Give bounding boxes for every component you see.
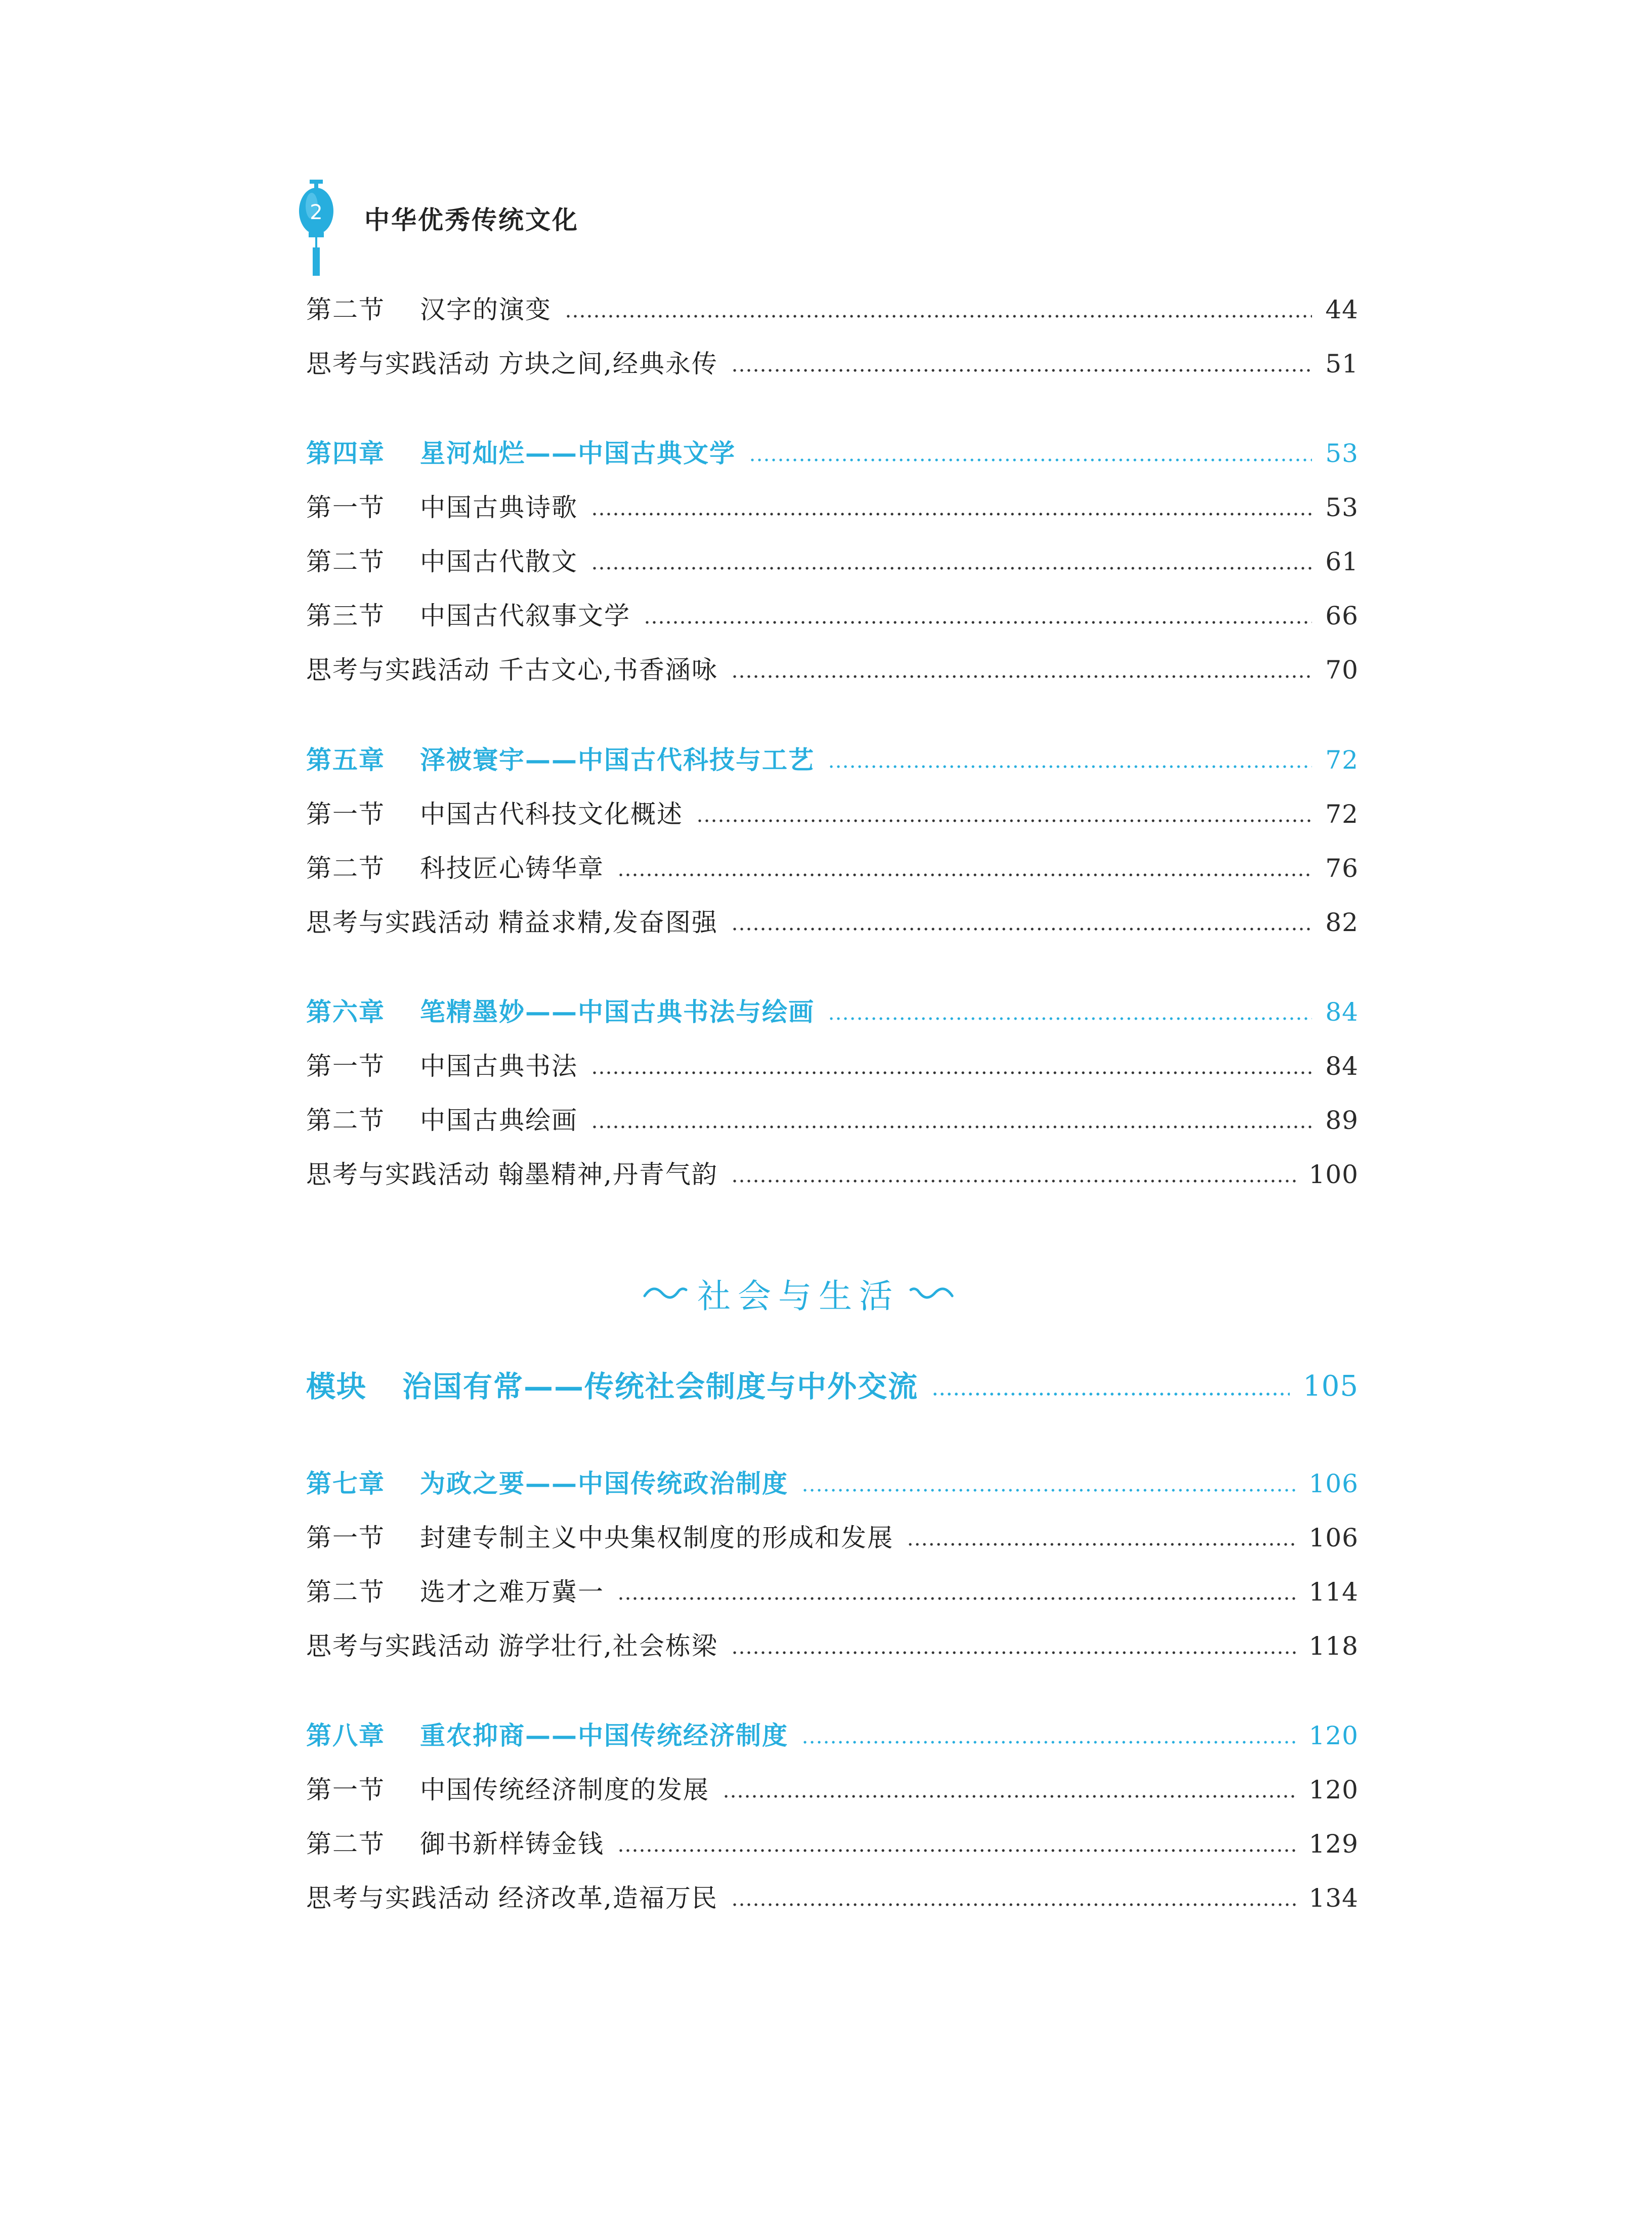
dot-leader <box>617 873 1312 876</box>
entry-title: 中国古典诗歌 <box>420 493 578 522</box>
toc-entry[interactable] <box>306 545 1359 578</box>
entry-page: 89 <box>1325 1106 1359 1135</box>
entry-label: 第二节 <box>306 547 385 576</box>
chapter-label: 第六章 <box>306 997 385 1027</box>
entry-page: 70 <box>1325 655 1359 685</box>
wave-ornament-icon <box>909 1283 954 1303</box>
entry-page: 66 <box>1325 601 1359 631</box>
entry-title: 中国古代叙事文学 <box>420 601 630 631</box>
dot-leader <box>731 1180 1296 1183</box>
entry-label: 思考与实践活动 <box>306 1883 490 1913</box>
entry-title: 封建专制主义中央集权制度的形成和发展 <box>420 1523 894 1552</box>
entry-title: 游学壮行,社会栋梁 <box>498 1631 718 1661</box>
entry-title: 中国古典绘画 <box>420 1106 578 1135</box>
entry-title: 方块之间,经典永传 <box>498 349 718 379</box>
entry-label: 第一节 <box>306 800 385 829</box>
dot-leader <box>565 315 1312 318</box>
entry-label: 第三节 <box>306 601 385 631</box>
book-title: 中华优秀传统文化 <box>364 205 579 235</box>
entry-page: 114 <box>1308 1577 1359 1607</box>
toc-entry[interactable] <box>306 1576 1359 1608</box>
entry-page: 100 <box>1308 1160 1359 1189</box>
section-heading-text: 社会与生活 <box>697 1276 900 1316</box>
entry-title: 中国古代科技文化概述 <box>420 800 683 829</box>
entry-label: 第二节 <box>306 295 385 324</box>
entry-label: 思考与实践活动 <box>306 1160 490 1189</box>
dot-leader <box>801 1741 1296 1744</box>
entry-page: 106 <box>1308 1523 1359 1552</box>
toc-entry[interactable] <box>306 906 1359 939</box>
entry-page: 120 <box>1308 1775 1359 1804</box>
entry-label: 第一节 <box>306 1052 385 1081</box>
toc-entry[interactable] <box>306 1104 1359 1137</box>
chapter-page: 53 <box>1325 439 1359 468</box>
entry-page: 61 <box>1325 547 1359 576</box>
toc-chapter-entry[interactable] <box>306 1719 1359 1752</box>
entry-title: 翰墨精神,丹青气韵 <box>498 1160 718 1189</box>
dot-leader <box>723 1795 1296 1798</box>
entry-title: 千古文心,书香涵咏 <box>498 655 718 685</box>
dot-leader <box>591 567 1312 570</box>
entry-label: 第一节 <box>306 493 385 522</box>
entry-title: 经济改革,造福万民 <box>498 1883 718 1913</box>
page-header <box>299 180 1007 281</box>
toc-chapter-entry[interactable] <box>306 1467 1359 1500</box>
entry-page: 72 <box>1325 800 1359 829</box>
toc-chapter-entry[interactable] <box>306 437 1359 470</box>
toc-entry[interactable] <box>306 1774 1359 1806</box>
toc-chapter-entry[interactable] <box>306 996 1359 1028</box>
toc-entry[interactable] <box>306 293 1359 326</box>
toc-entry[interactable] <box>306 852 1359 885</box>
dot-leader <box>801 1489 1296 1492</box>
dot-leader <box>731 1903 1296 1906</box>
chapter-title: 笔精墨妙——中国古典书法与绘画 <box>420 997 815 1027</box>
entry-label: 第二节 <box>306 1577 385 1607</box>
entry-page: 53 <box>1325 493 1359 522</box>
dot-leader <box>731 675 1312 678</box>
lantern-icon <box>299 180 334 281</box>
dot-leader <box>644 621 1312 624</box>
toc-module-entry[interactable] <box>306 1366 1359 1407</box>
entry-label: 思考与实践活动 <box>306 655 490 685</box>
chapter-page: 120 <box>1308 1721 1359 1750</box>
dot-leader <box>591 1071 1312 1074</box>
module-label: 模块 <box>306 1369 367 1404</box>
toc-chapter-entry[interactable] <box>306 744 1359 776</box>
toc-entry[interactable] <box>306 654 1359 686</box>
toc-entry[interactable] <box>306 1630 1359 1662</box>
chapter-page: 72 <box>1325 745 1359 775</box>
section-heading <box>643 1268 954 1318</box>
entry-label: 第二节 <box>306 1829 385 1859</box>
chapter-title: 为政之要——中国传统政治制度 <box>420 1469 788 1498</box>
dot-leader <box>731 369 1312 372</box>
entry-label: 思考与实践活动 <box>306 349 490 379</box>
toc-entry[interactable] <box>306 600 1359 632</box>
toc-entry[interactable] <box>306 1522 1359 1554</box>
entry-title: 汉字的演变 <box>420 295 552 324</box>
dot-leader <box>749 458 1312 461</box>
entry-title: 御书新样铸金钱 <box>420 1829 604 1859</box>
entry-page: 51 <box>1325 349 1359 379</box>
entry-label: 第二节 <box>306 854 385 883</box>
chapter-page: 84 <box>1325 997 1359 1027</box>
dot-leader <box>828 1017 1312 1020</box>
wave-ornament-icon <box>643 1283 688 1303</box>
dot-leader <box>731 1651 1296 1654</box>
chapter-page: 106 <box>1308 1469 1359 1498</box>
chapter-label: 第五章 <box>306 745 385 775</box>
toc-entry[interactable] <box>306 491 1359 524</box>
entry-label: 思考与实践活动 <box>306 908 490 937</box>
entry-title: 科技匠心铸华章 <box>420 854 604 883</box>
chapter-label: 第七章 <box>306 1469 385 1498</box>
entry-page: 134 <box>1308 1883 1359 1913</box>
entry-title: 选才之难万冀一 <box>420 1577 604 1607</box>
chapter-label: 第四章 <box>306 439 385 468</box>
entry-page: 44 <box>1325 295 1359 324</box>
chapter-title: 泽被寰宇——中国古代科技与工艺 <box>420 745 815 775</box>
dot-leader <box>731 928 1312 931</box>
dot-leader <box>591 1125 1312 1128</box>
module-title: 治国有常——传统社会制度与中外交流 <box>402 1369 919 1404</box>
chapter-title: 重农抑商——中国传统经济制度 <box>420 1721 788 1750</box>
toc-entry[interactable] <box>306 1158 1359 1191</box>
entry-page: 76 <box>1325 854 1359 883</box>
entry-label: 思考与实践活动 <box>306 1631 490 1661</box>
chapter-title: 星河灿烂——中国古典文学 <box>420 439 736 468</box>
entry-title: 中国古代散文 <box>420 547 578 576</box>
entry-page: 82 <box>1325 908 1359 937</box>
entry-page: 84 <box>1325 1052 1359 1081</box>
dot-leader <box>907 1543 1296 1546</box>
entry-label: 第二节 <box>306 1106 385 1135</box>
dot-leader <box>828 765 1312 768</box>
dot-leader <box>617 1597 1296 1600</box>
entry-page: 118 <box>1308 1631 1359 1661</box>
entry-page: 129 <box>1308 1829 1359 1859</box>
page-number: 2 <box>310 201 323 224</box>
toc-entry[interactable] <box>306 1882 1359 1914</box>
toc-entry[interactable] <box>306 1828 1359 1860</box>
dot-leader <box>696 819 1312 822</box>
toc-entry[interactable] <box>306 348 1359 380</box>
entry-title: 中国古典书法 <box>420 1052 578 1081</box>
module-page: 105 <box>1303 1370 1359 1403</box>
dot-leader <box>931 1393 1290 1396</box>
toc-entry[interactable] <box>306 1050 1359 1082</box>
dot-leader <box>591 513 1312 516</box>
entry-title: 精益求精,发奋图强 <box>498 908 718 937</box>
entry-label: 第一节 <box>306 1775 385 1804</box>
chapter-label: 第八章 <box>306 1721 385 1750</box>
dot-leader <box>617 1849 1296 1852</box>
toc-entry[interactable] <box>306 798 1359 830</box>
entry-label: 第一节 <box>306 1523 385 1552</box>
entry-title: 中国传统经济制度的发展 <box>420 1775 709 1804</box>
